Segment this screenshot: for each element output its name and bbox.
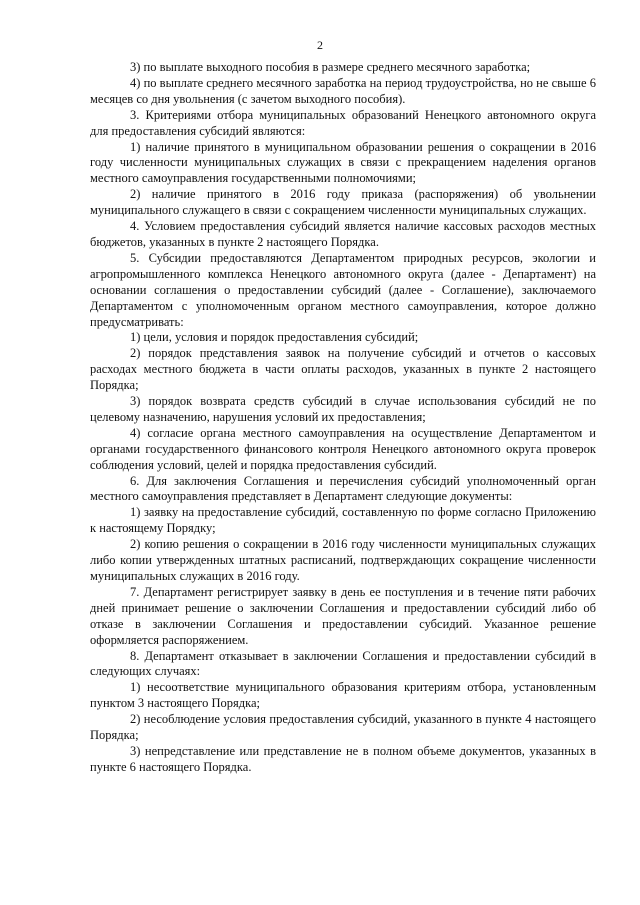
paragraph: 3. Критериями отбора муниципальных образований Ненецкого автономного округа для предоставления субсидий являются: <box>90 107 596 138</box>
paragraph: 3) непредставление или представление не в полном объеме документов, указанных в пункте 6 настоящего Порядка. <box>90 743 596 774</box>
paragraph: 7. Департамент регистрирует заявку в день ее поступления и в течение пяти рабочих дней принимает решение о заключении Соглашения и предоставлении субсидий либо об отказе в заключении Соглашения и предоставлении субсидий. Указанное решение оформляется распоряжением. <box>90 584 596 647</box>
paragraph: 3) порядок возврата средств субсидий в случае использования субсидий не по целевому назначению, нарушения условий их предоставления; <box>90 394 596 424</box>
paragraph: 6. Для заключения Соглашения и перечисления субсидий уполномоченный орган местного самоуправления представляет в Департамент следующие документы: <box>90 473 596 504</box>
paragraph: 1) несоответствие муниципального образования критериям отбора, установленным пунктом 3 настоящего Порядка; <box>90 680 596 711</box>
document-body <box>90 60 596 776</box>
paragraph: 1) заявку на предоставление субсидий, составленную по форме согласно Приложению к настоящему Порядку; <box>90 505 596 536</box>
paragraph: 1) цели, условия и порядок предоставления субсидий; <box>130 330 419 345</box>
paragraph: 4) по выплате среднего месячного заработка на период трудоустройства, но не свыше 6 месяцев со дня увольнения (с зачетом выходного пособия). <box>90 75 596 106</box>
paragraph: 2) несоблюдение условия предоставления субсидий, указанного в пункте 4 настоящего Порядка; <box>90 712 596 743</box>
paragraph: 1) наличие принятого в муниципальном образовании решения о сокращении в 2016 году численности муниципальных служащих в связи с прекращением наделения органов местного самоуправления государственными полномочиями; <box>90 139 596 186</box>
paragraph: 2) порядок представления заявок на получение субсидий и отчетов о кассовых расходах местного бюджета в части оплаты расходов, указанных в пункте 2 настоящего Порядка; <box>90 346 596 393</box>
paragraph: 8. Департамент отказывает в заключении Соглашения и предоставлении субсидий в следующих случаях: <box>90 648 596 679</box>
paragraph: 4. Условием предоставления субсидий является наличие кассовых расходов местных бюджетов, указанных в пункте 2 настоящего Порядка. <box>90 219 596 249</box>
paragraph: 4) согласие органа местного самоуправления на осуществление Департаментом и органами государственного финансового контроля Ненецкого автономного округа проверок соблюдения условий, целей и порядка предоставления субсидий. <box>90 425 596 472</box>
paragraph: 3) по выплате выходного пособия в размере среднего месячного заработка; <box>130 60 531 74</box>
page-number: 2 <box>317 38 323 52</box>
paragraph: 5. Субсидии предоставляются Департаментом природных ресурсов, экологии и агропромышленного комплекса Ненецкого автономного округа (далее - Департамент) на основании соглашения о предоставлении субсидий (далее - Соглашение), заключаемого Департаментом с уполномоченным органом местного самоуправления, которое должно предусматривать: <box>90 250 596 329</box>
paragraph: 2) наличие принятого в 2016 году приказа (распоряжения) об увольнении муниципального служащего в связи с сокращением численности муниципальных служащих. <box>90 187 596 218</box>
paragraph: 2) копию решения о сокращении в 2016 году численности муниципальных служащих либо копии утвержденных штатных расписаний, подтверждающих сокращение численности муниципальных служащих в 2016 году. <box>90 537 596 583</box>
